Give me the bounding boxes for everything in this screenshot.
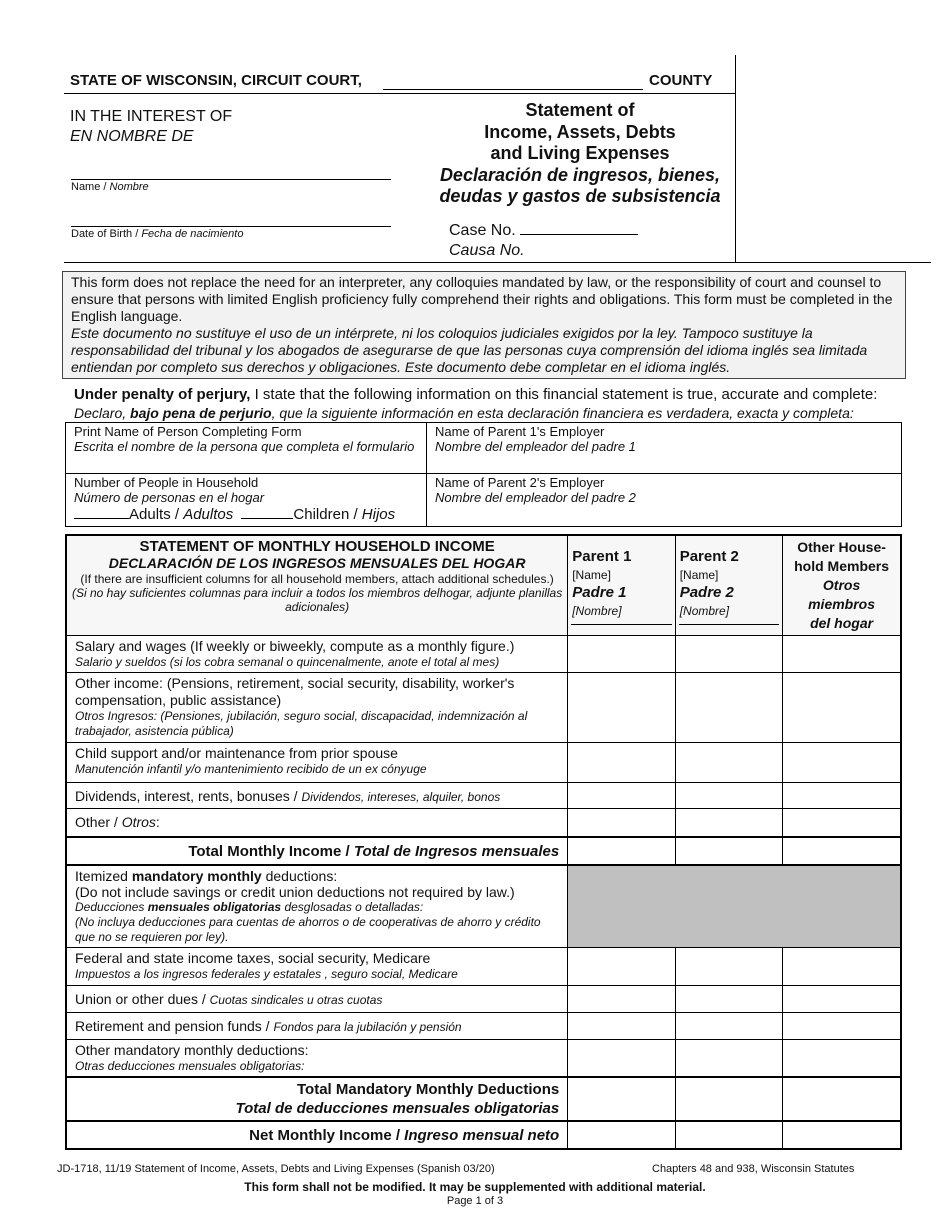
parent2-employer-cell[interactable] <box>427 474 902 527</box>
case-field[interactable] <box>520 220 638 235</box>
table-row <box>66 1039 901 1077</box>
salary-parent2-cell[interactable] <box>675 636 782 673</box>
person-info-table <box>65 422 902 527</box>
perjury-bold: Under penalty of perjury, <box>74 386 251 403</box>
title-es-line-1: Declaración de ingresos, bienes, <box>439 164 721 185</box>
total-income-parent1-cell[interactable] <box>568 837 675 865</box>
title-line-2: Income, Assets, Debts <box>484 121 676 142</box>
children-field[interactable] <box>241 506 293 519</box>
parent1-employer-label: Name of Parent 1's Employer <box>435 424 605 439</box>
adults-label-es: Adultos <box>183 506 234 523</box>
notice-en: This form does not replace the need for an interpreter, any colloquies mandated by law, or the responsibility of court and counsel to ensure that persons with limited English proficiency fully comprehend their rights and obligations. This form must be completed in the English language. <box>71 274 893 324</box>
net-income-label <box>66 1121 568 1149</box>
dob-label-es: Fecha de nacimiento <box>141 228 244 240</box>
parent2-label-es: Padre 2 <box>679 584 734 601</box>
itemized-bold: mandatory monthly <box>131 867 262 884</box>
perjury-statement <box>74 386 877 422</box>
total-deductions-text-es: Total de deducciones mensuales obligatorias <box>235 1100 560 1117</box>
household-label: Number of People in Household <box>74 475 259 490</box>
net-income-parent2-cell[interactable] <box>675 1121 782 1149</box>
interpreter-notice <box>62 271 906 379</box>
itemized-es-pre: Deducciones <box>75 899 148 914</box>
statutes: Chapters 48 and 938, Wisconsin Statutes <box>652 1163 855 1175</box>
other-deductions-label <box>66 1039 568 1077</box>
children-label-es: Hijos <box>361 506 396 523</box>
salary-text-es: Salario y sueldos (si los cobra semanal o quincenalmente, anote el total al mes) <box>75 655 500 669</box>
child-support-parent1-cell[interactable] <box>568 743 675 783</box>
income-note: (If there are insufficient columns for all household members, attach additional schedules.) <box>80 572 554 586</box>
dob-field[interactable] <box>71 226 391 227</box>
parent2-column-header <box>675 535 782 636</box>
child-support-parent2-cell[interactable] <box>675 743 782 783</box>
child-support-label <box>66 743 568 783</box>
dividends-parent1-cell[interactable] <box>568 783 675 809</box>
parent2-name-line[interactable] <box>679 624 779 625</box>
dividends-other-cell[interactable] <box>783 783 901 809</box>
union-parent1-cell[interactable] <box>568 985 675 1012</box>
print-name-label: Print Name of Person Completing Form <box>74 424 302 439</box>
shaded-block <box>568 865 901 948</box>
county-field[interactable] <box>383 89 643 90</box>
table-row <box>66 809 901 837</box>
union-text: Union or other dues / <box>75 990 206 1007</box>
perjury-es-rest: , que la siguiente información en esta declaración financiera es verdadera, exacta y completa: <box>271 405 854 421</box>
itemized-es-post: desglosadas o detalladas: <box>281 899 424 914</box>
other-deductions-text: Other mandatory monthly deductions: <box>75 1041 309 1058</box>
taxes-parent2-cell[interactable] <box>675 947 782 985</box>
retirement-label <box>66 1012 568 1039</box>
case-label: Case No. <box>449 222 516 239</box>
union-other-cell[interactable] <box>783 985 901 1012</box>
name-field[interactable] <box>71 179 391 180</box>
retirement-parent1-cell[interactable] <box>568 1012 675 1039</box>
total-deductions-text: Total Mandatory Monthly Deductions <box>296 1081 560 1098</box>
income-table-header <box>66 535 568 636</box>
other-text: Other / <box>75 814 118 830</box>
title-line-1: Statement of <box>525 100 635 120</box>
form-id: JD-1718, 11/19 Statement of Income, Assets, Debts and Living Expenses (Spanish 03/20) <box>57 1163 495 1175</box>
title-line-3: and Living Expenses <box>490 143 670 163</box>
adults-label: Adults / <box>129 506 180 523</box>
parent2-name-tag: [Name] <box>679 568 719 582</box>
child-support-other-cell[interactable] <box>783 743 901 783</box>
other-members-line-1: Other House- <box>797 539 886 555</box>
household-cell <box>66 474 427 527</box>
taxes-text: Federal and state income taxes, social security, Medicare <box>75 949 431 966</box>
salary-text: Salary and wages (If weekly or biweekly, compute as a monthly figure.) <box>75 638 515 654</box>
parent1-employer-cell[interactable] <box>427 423 902 474</box>
header-rule <box>64 93 735 94</box>
retirement-text-es: Fondos para la jubilación y pensión <box>273 1019 462 1034</box>
parent2-label: Parent 2 <box>679 548 739 565</box>
total-deductions-label <box>66 1077 568 1121</box>
income-title-es: DECLARACIÓN DE LOS INGRESOS MENSUALES DEL HOGAR <box>108 555 526 571</box>
perjury-es-pre: Declaro, <box>74 405 131 421</box>
total-deductions-parent2-cell[interactable] <box>675 1077 782 1121</box>
other-income-label <box>66 673 568 743</box>
salary-parent1-cell[interactable] <box>568 636 675 673</box>
other-deductions-parent1-cell[interactable] <box>568 1039 675 1077</box>
dividends-label <box>66 783 568 809</box>
net-income-parent1-cell[interactable] <box>568 1121 675 1149</box>
table-row <box>66 1012 901 1039</box>
union-text-es: Cuotas sindicales u otras cuotas <box>209 992 383 1007</box>
interest-of <box>70 107 232 147</box>
salary-other-cell[interactable] <box>783 636 901 673</box>
other-members-line-2: hold Members <box>794 558 890 574</box>
children-label: Children / <box>293 506 358 523</box>
perjury-rest: I state that the following information on this financial statement is true, accurate and complete: <box>250 386 878 403</box>
parent2-employer-label: Name of Parent 2's Employer <box>435 475 605 490</box>
total-income-text: Total Monthly Income / <box>188 842 350 860</box>
household-label-es: Número de personas en el hogar <box>74 490 265 505</box>
parent1-name-line[interactable] <box>571 624 671 625</box>
other-members-column-header <box>783 535 901 636</box>
salary-label <box>66 636 568 673</box>
adults-field[interactable] <box>74 506 129 519</box>
income-title: STATEMENT OF MONTHLY HOUSEHOLD INCOME <box>139 538 495 555</box>
parent1-label-es: Padre 1 <box>572 584 627 601</box>
monthly-income-table <box>65 534 902 1150</box>
other-parent1-cell[interactable] <box>568 809 675 837</box>
retirement-other-cell[interactable] <box>783 1012 901 1039</box>
itemized-deductions-label <box>66 865 568 948</box>
court-label: STATE OF WISCONSIN, CIRCUIT COURT, <box>70 72 362 89</box>
interest-en: IN THE INTEREST OF <box>70 108 233 125</box>
taxes-text-es: Impuestos a los ingresos federales y estatales , seguro social, Medicare <box>75 966 458 981</box>
retirement-parent2-cell[interactable] <box>675 1012 782 1039</box>
parent1-employer-label-es: Nombre del empleador del padre 1 <box>435 439 636 454</box>
print-name-cell[interactable] <box>66 423 427 474</box>
page-number: Page 1 of 3 <box>446 1195 504 1207</box>
print-name-label-es: Escrita el nombre de la persona que completa el formulario <box>74 439 415 454</box>
other-income-text: Other income: (Pensions, retirement, social security, disability, worker's compensation, public assistance) <box>75 675 515 708</box>
itemized-post: deductions: <box>261 867 338 884</box>
perjury-es-bold: bajo pena de perjurio <box>130 405 272 421</box>
other-income-other-cell[interactable] <box>783 673 901 743</box>
total-income-text-es: Total de Ingresos mensuales <box>353 842 560 860</box>
parent2-name-tag-es: [Nombre] <box>679 604 730 618</box>
taxes-other-cell[interactable] <box>783 947 901 985</box>
dividends-text: Dividends, interest, rents, bonuses / <box>75 788 298 804</box>
itemized-note: (Do not include savings or credit union deductions not required by law.) <box>75 883 515 900</box>
total-deductions-other-cell[interactable] <box>783 1077 901 1121</box>
parent1-column-header <box>568 535 675 636</box>
retirement-text: Retirement and pension funds / <box>75 1017 270 1034</box>
total-deductions-parent1-cell[interactable] <box>568 1077 675 1121</box>
total-income-other-cell[interactable] <box>783 837 901 865</box>
name-label-en: Name / <box>71 181 107 193</box>
itemized-es-bold: mensuales obligatorias <box>147 899 282 914</box>
dob-label-en: Date of Birth / <box>71 228 139 240</box>
parent2-employer-label-es: Nombre del empleador del padre 2 <box>435 490 636 505</box>
table-row <box>66 985 901 1012</box>
union-label <box>66 985 568 1012</box>
itemized-pre: Itemized <box>75 867 132 884</box>
taxes-parent1-cell[interactable] <box>568 947 675 985</box>
net-income-text: Net Monthly Income / <box>249 1127 400 1144</box>
child-support-text: Child support and/or maintenance from prior spouse <box>75 745 398 761</box>
other-other-cell[interactable] <box>783 809 901 837</box>
other-label: Other / Otros: <box>66 809 568 837</box>
dob-label <box>71 228 243 240</box>
parent1-name-tag: [Name] <box>572 568 611 582</box>
union-parent2-cell[interactable] <box>675 985 782 1012</box>
table-row <box>66 1121 901 1149</box>
case-label-es: Causa No. <box>449 242 525 259</box>
other-deductions-text-es: Otras deducciones mensuales obligatorias: <box>75 1058 305 1073</box>
dividends-parent2-cell[interactable] <box>675 783 782 809</box>
table-row <box>66 783 901 809</box>
parent1-label: Parent 1 <box>572 548 632 565</box>
taxes-label <box>66 947 568 985</box>
other-members-es-line-1: Otros miembros <box>808 577 876 612</box>
other-deductions-parent2-cell[interactable] <box>675 1039 782 1077</box>
notice-es: Este documento no sustituye el uso de un intérprete, ni los coloquios judiciales exigidos por la ley. Tampoco sustituye la responsabilidad del tribunal y los abogados de asegurarse de que las personas cuya comprensión del idioma inglés sea limitada entiendan por completo sus derechos y obligaciones. Este documento debe completar en el idioma inglés. <box>71 325 868 375</box>
other-income-text-es: Otros Ingresos: (Pensiones, jubilación, seguro social, discapacidad, indemnización al trabajador, asistencia pública) <box>75 709 528 738</box>
other-income-parent2-cell[interactable] <box>675 673 782 743</box>
parent1-name-tag-es: [Nombre] <box>572 604 622 618</box>
itemized-es-note: (No incluya deducciones para cuentas de ahorros o de cooperativas de ahorro y crédito que no se requieren por ley). <box>75 914 541 944</box>
title-es-line-2: deudas y gastos de subsistencia <box>439 186 721 206</box>
total-income-label <box>66 837 568 865</box>
net-income-other-cell[interactable] <box>783 1121 901 1149</box>
table-row <box>66 1077 901 1121</box>
income-note-es: (Si no hay suficientes columnas para incluir a todos los miembros delhogar, adjunte planillas adicionales) <box>71 586 563 614</box>
other-members-es-line-2: del hogar <box>810 615 874 631</box>
other-parent2-cell[interactable] <box>675 809 782 837</box>
county-label: COUNTY <box>649 72 713 89</box>
header-bottom-rule <box>64 262 931 263</box>
table-row <box>66 837 901 865</box>
table-row <box>66 673 901 743</box>
name-label <box>71 181 149 193</box>
other-deductions-other-cell[interactable] <box>783 1039 901 1077</box>
table-row <box>66 636 901 673</box>
table-row <box>66 865 901 948</box>
net-income-text-es: Ingreso mensual neto <box>404 1127 560 1144</box>
modification-notice: This form shall not be modified. It may be supplemented with additional material. <box>244 1180 706 1194</box>
other-text-es: Otros <box>121 814 156 830</box>
case-number <box>449 220 638 261</box>
table-row <box>66 743 901 783</box>
form-title <box>400 100 760 208</box>
child-support-text-es: Manutención infantil y/o mantenimiento recibido de un ex cónyuge <box>75 762 427 776</box>
dividends-text-es: Dividendos, intereses, alquiler, bonos <box>301 790 501 804</box>
table-row <box>66 947 901 985</box>
other-income-parent1-cell[interactable] <box>568 673 675 743</box>
total-income-parent2-cell[interactable] <box>675 837 782 865</box>
name-label-es: Nombre <box>109 181 149 193</box>
interest-es: EN NOMBRE DE <box>70 128 194 145</box>
